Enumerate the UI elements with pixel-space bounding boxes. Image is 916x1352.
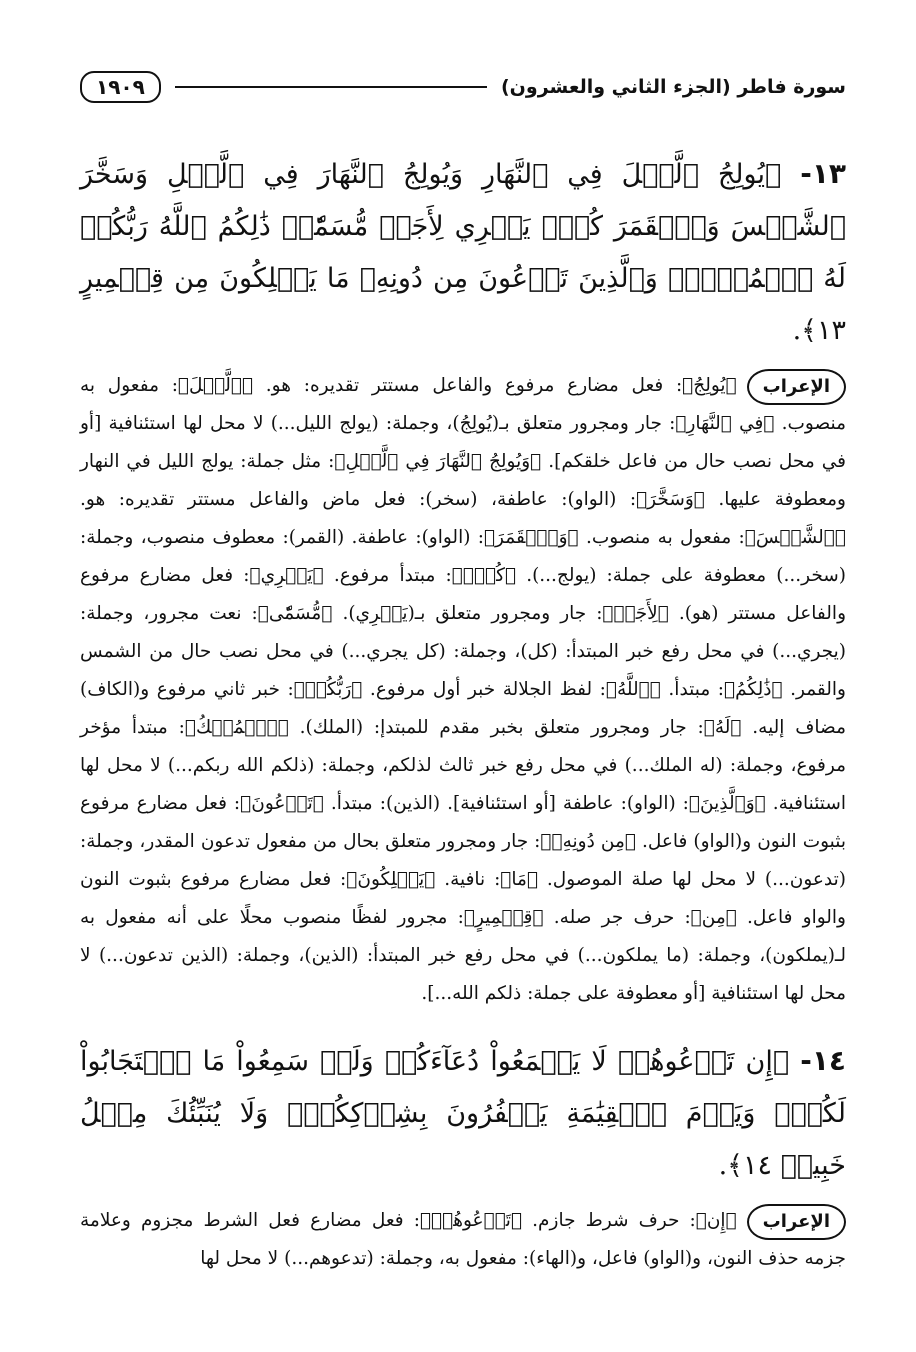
i3rab-14 bbox=[80, 1202, 846, 1278]
running-header bbox=[80, 66, 846, 108]
verse-number: ١٤- bbox=[800, 1044, 846, 1077]
i3rab-text: ﴿يُولِجُ﴾: فعل مضارع مرفوع والفاعل مستتر تقديره: هو. ﴿ٱلَّيۡلَ﴾: مفعول به منصوب. ﴿فِي ٱلنَّهَارِ﴾: جار ومجرور متعلق بـ(يُولِجُ)، وجملة: (يولج الليل...) لا محل لها استئنافية [أو في محل نصب حال من فاعل خلقكم]. ﴿وَيُولِجُ ٱلنَّهَارَ فِي ٱلَّيۡلِ﴾: مثل جملة: يولج الليل في النهار ومعطوفة عليها. ﴿وَسَخَّرَ﴾: (الواو): عاطفة، (سخر): فعل ماض والفاعل مستتر تقديره: هو. ﴿ٱلشَّمۡسَ﴾: مفعول به منصوب. ﴿وَٱلۡقَمَرَ﴾: (الواو): عاطفة. (القمر): معطوف منصوب، وجملة: (سخر...) معطوفة على جملة: (يولج...). ﴿كُلّٞ﴾: مبتدأ مرفوع. ﴿يَجۡرِي﴾: فعل مضارع مرفوع والفاعل مستتر (هو). ﴿لِأَجَلٖ﴾: جار ومجرور متعلق بـ(يَجۡرِي). ﴿مُّسَمّٗى﴾: نعت مجرور، وجملة: (يجري...) في محل رفع خبر المبتدأ: (كل)، وجملة: (كل يجري...) في محل نصب حال من الشمس والقمر. ﴿ذَٰلِكُمُ﴾: مبتدأ. ﴿ٱللَّهُ﴾: لفظ الجلالة خبر أول مرفوع. ﴿رَبُّكُمۡ﴾: خبر ثاني مرفوع و(الكاف) مضاف إليه. ﴿لَهُ﴾: جار ومجرور متعلق بخبر مقدم للمبتدإ: (الملك). ﴿ٱلۡمُلۡكُ﴾: مبتدأ مؤخر مرفوع، وجملة: (له الملك...) في محل رفع خبر ثالث لذلكم، وجملة: (ذلكم الله ربكم...) لا محل لها استئنافية. ﴿وَٱلَّذِينَ﴾: (الواو): عاطفة [أو استئنافية]. (الذين): مبتدأ. ﴿تَدۡعُونَ﴾: فعل مضارع مرفوع بثبوت النون و(الواو) فاعل. ﴿مِن دُونِهِۦ﴾: جار ومجرور متعلق بحال من مفعول تدعون المقدر، وجملة: (تدعون...) لا محل لها صلة الموصول. ﴿مَا﴾: نافية. ﴿يَمۡلِكُونَ﴾: فعل مضارع مرفوع بثبوت النون والواو فاعل. ﴿مِن﴾: حرف جر صله. ﴿قِطۡمِيرٍ﴾: مجرور لفظًا منصوب محلًا على أنه مفعول به لـ(يملكون)، وجملة: (ما يملكون...) في محل رفع خبر المبتدأ: (الذين)، وجملة: (الذين تدعون...) لا محل لها استئنافية [أو معطوفة على جملة: ذلكم الله...]. bbox=[80, 375, 846, 1004]
i3rab-text: ﴿إِن﴾: حرف شرط جازم. ﴿تَدۡعُوهُمۡ﴾: فعل مضارع فعل الشرط مجزوم وعلامة جزمه حذف النون، و(الواو) فاعل، و(الهاء): مفعول به، وجملة: (تدعوهم...) لا محل لها bbox=[80, 1210, 846, 1269]
verse-text: ﴿إِن تَدۡعُوهُمۡ لَا يَسۡمَعُواْ دُعَآءَكُمۡ وَلَوۡ سَمِعُواْ مَا ٱسۡتَجَابُواْ لَكُمۡۖ وَيَوۡمَ ٱلۡقِيَٰمَةِ يَكۡفُرُونَ بِشِرۡكِكُمۡۚ وَلَا يُنَبِّئُكَ مِثۡلُ خَبِيرٖ ١٤﴾. bbox=[80, 1046, 846, 1181]
header-rule bbox=[175, 86, 487, 88]
verse-14 bbox=[80, 1035, 846, 1192]
verse-13 bbox=[80, 148, 846, 357]
i3rab-13 bbox=[80, 367, 846, 1013]
page-number: ١٩٠٩ bbox=[80, 71, 161, 103]
header-title: سورة فاطر (الجزء الثاني والعشرون) bbox=[501, 76, 846, 98]
verse-text: ﴿يُولِجُ ٱلَّيۡلَ فِي ٱلنَّهَارِ وَيُولِجُ ٱلنَّهَارَ فِي ٱلَّيۡلِ وَسَخَّرَ ٱلشَّمۡسَ وَٱلۡقَمَرَ كُلّٞ يَجۡرِي لِأَجَلٖ مُّسَمّٗىۚ ذَٰلِكُمُ ٱللَّهُ رَبُّكُمۡ لَهُ ٱلۡمُلۡكُۚ وَٱلَّذِينَ تَدۡعُونَ مِن دُونِهِۦ مَا يَمۡلِكُونَ مِن قِطۡمِيرٍ ١٣﴾. bbox=[80, 159, 846, 346]
i3rab-badge: الإعراب bbox=[747, 369, 846, 405]
verse-number: ١٣- bbox=[800, 157, 846, 190]
i3rab-badge: الإعراب bbox=[747, 1204, 846, 1240]
